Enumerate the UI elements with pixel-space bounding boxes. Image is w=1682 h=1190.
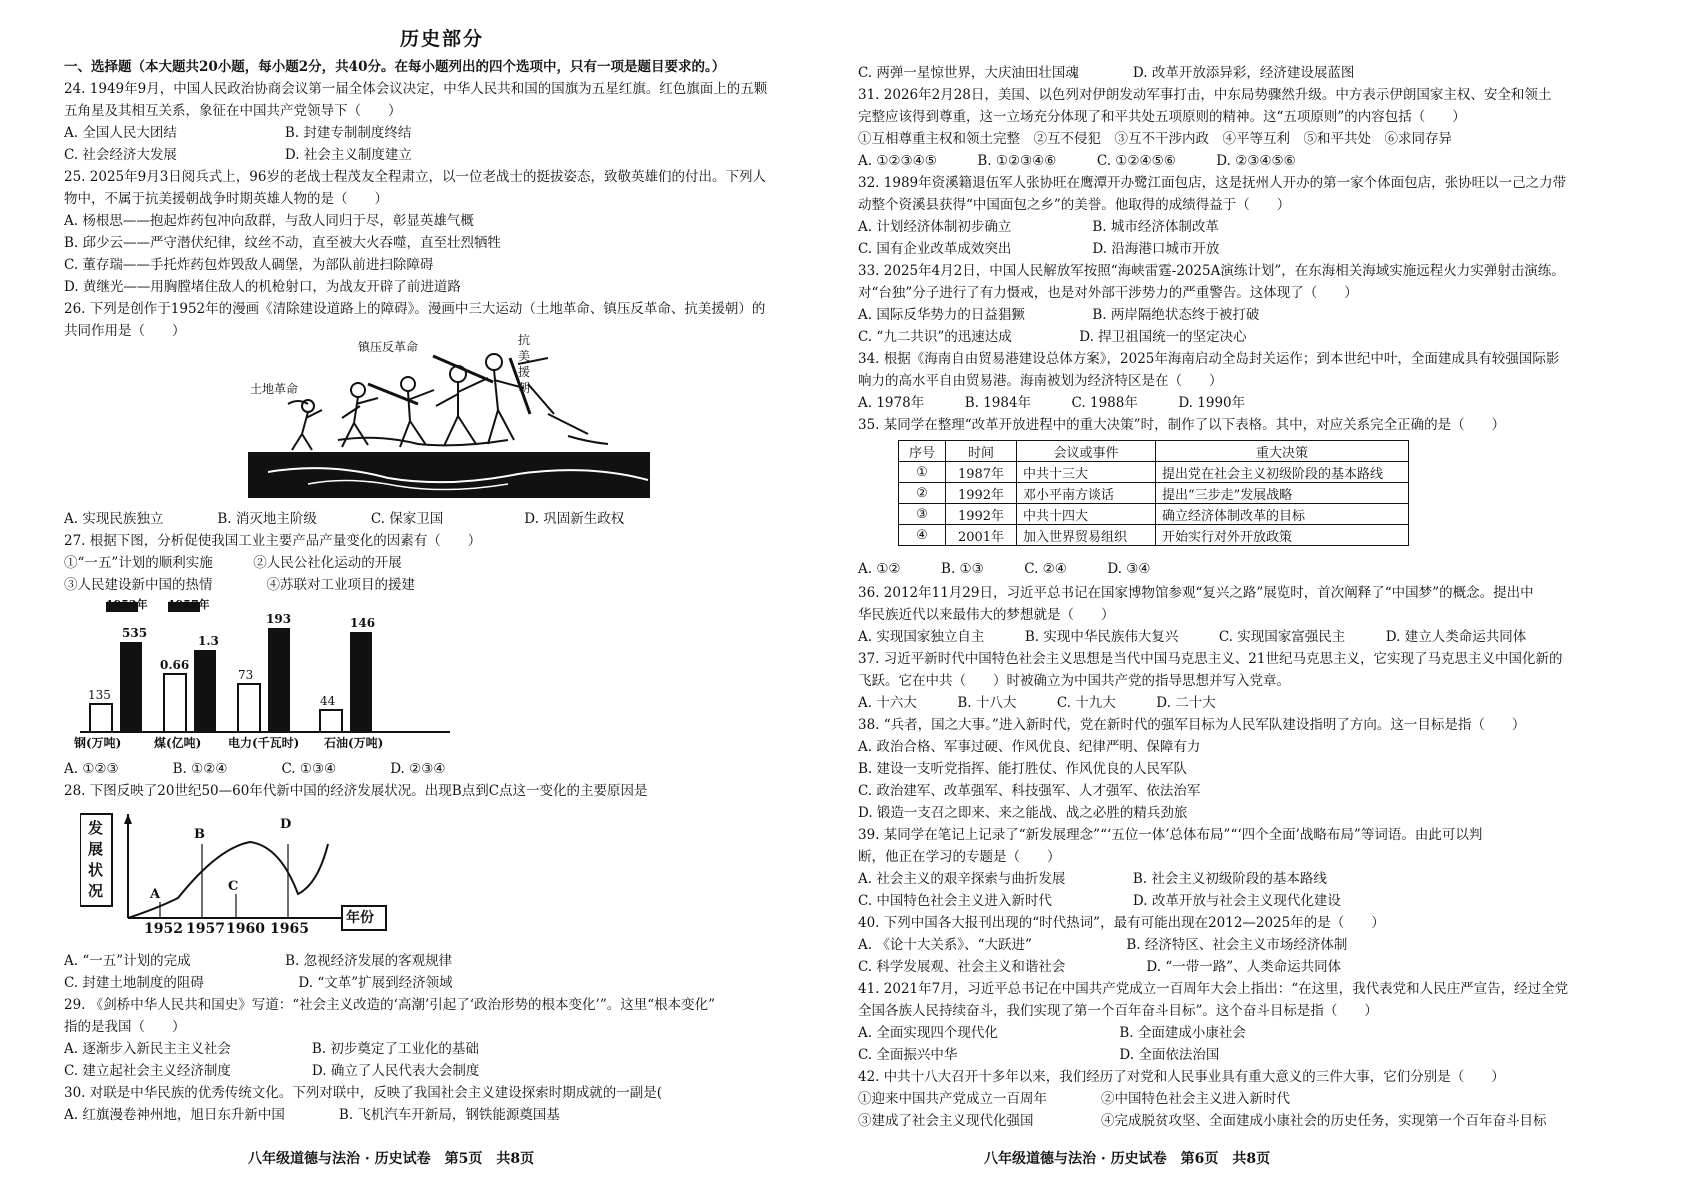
table-header: 时间: [946, 441, 1017, 462]
table-header-row: [899, 441, 1409, 462]
table-header: 重大决策: [1156, 441, 1409, 462]
option-line: C. 科学发展观、社会主义和谐社会 D. “一带一路”、人类命运共同体: [858, 959, 1342, 975]
table-cell: 提出党在社会主义初级阶段的基本路线: [1156, 462, 1409, 483]
table-cell: 邓小平南方谈话: [1017, 483, 1156, 504]
economy-line-chart: [80, 810, 450, 938]
page-6: [854, 0, 1634, 1190]
question-line: 28. 下图反映了20世纪50—60年代新中国的经济发展状况。出现B点到C点这一变化的主要原因是: [64, 783, 648, 799]
option-line: ①迎来中国共产党成立一百周年 ②中国特色社会主义进入新时代: [858, 1091, 1290, 1107]
table-cell: 中共十三大: [1017, 462, 1156, 483]
point-b: B: [194, 827, 205, 842]
category-coal: 煤(亿吨): [154, 736, 202, 750]
option-line: C. 政治建军、改革强军、科技强军、人才强军、依法治军: [858, 783, 1201, 799]
question-line: 42. 中共十八大召开十多年以来，我们经历了对党和人民事业具有重大意义的三件大事，它们分别是（ ）: [858, 1069, 1505, 1085]
option-line: C. 社会经济大发展 D. 社会主义制度建立: [64, 147, 412, 163]
bar-coal-1957: [194, 650, 216, 732]
q27-options: A. ①②③ B. ①②④ C. ①③④ D. ②③④: [64, 761, 446, 777]
cartoon-label-korea: 抗美援朝: [518, 333, 531, 395]
bar-oil-1957: [350, 632, 372, 732]
question-line: 30. 对联是中华民族的优秀传统文化。下列对联中，反映了我国社会主义建设探索时期成就的一副是(: [64, 1085, 663, 1101]
table-cell: 加入世界贸易组织: [1017, 525, 1156, 546]
year-1952: 1952: [144, 921, 183, 937]
bar-power-1957: [268, 628, 290, 732]
table-cell: 1987年: [946, 462, 1017, 483]
value-power-1952: 73: [238, 668, 254, 682]
bar-steel-1957: [120, 642, 142, 732]
question-line: 31. 2026年2月28日，美国、以色列对伊朗发动军事打击，中东局势骤然升级。中方表示伊朗国家主权、安全和领土: [858, 87, 1552, 103]
option-line: A. 计划经济体制初步确立 B. 城市经济体制改革: [858, 219, 1219, 235]
question-line: 36. 2012年11月29日，习近平总书记在国家博物馆参观“复兴之路”展览时，首次阐释了“中国梦”的概念。提出中: [858, 585, 1534, 601]
option-line: ③建成了社会主义现代化强国 ④完成脱贫攻坚、全面建成小康社会的历史任务，实现第一个百年奋斗目标: [858, 1113, 1547, 1129]
value-steel-1952: 135: [88, 688, 111, 702]
year-1965: 1965: [270, 921, 309, 937]
option-line: D. 锻造一支召之即来、来之能战、战之必胜的精兵劲旅: [858, 805, 1188, 821]
question-line: 全国各族人民持续奋斗，我们实现了第一个百年奋斗目标”。这个奋斗目标是指（ ）: [858, 1003, 1378, 1019]
option-line: A. 十六大 B. 十八大 C. 十九大 D. 二十大: [858, 695, 1216, 711]
table-cell: 提出“三步走”发展战略: [1156, 483, 1409, 504]
option-line: A. 实现国家独立自主 B. 实现中华民族伟大复兴 C. 实现国家富强民主 D. 建立人类命运共同体: [858, 629, 1527, 645]
value-coal-1957: 1.3: [198, 634, 219, 648]
question-line: 指的是我国（ ）: [64, 1019, 186, 1035]
q35-options: A. ①② B. ①③ C. ②④ D. ③④: [858, 561, 1151, 577]
cartoon-label-land: 土地革命: [250, 382, 299, 396]
option-line: A. 全面实现四个现代化 B. 全面建成小康社会: [858, 1025, 1246, 1041]
table-row: [899, 504, 1409, 525]
option-line: C. “九二共识”的迅速达成 D. 捍卫祖国统一的坚定决心: [858, 329, 1247, 345]
option-line: ③人民建设新中国的热情 ④苏联对工业项目的援建: [64, 577, 415, 593]
table-row: [899, 525, 1409, 546]
point-a: A: [150, 887, 161, 902]
category-power: 电力(千瓦时): [228, 736, 300, 750]
value-steel-1957: 535: [122, 626, 148, 640]
option-line: ①互相尊重主权和领土完整 ②互不侵犯 ③互不干涉内政 ④平等互利 ⑤和平共处 ⑥求同存异: [858, 131, 1452, 147]
option-line: B. 邱少云——严守潜伏纪律，纹丝不动，直至被大火吞噬，直至壮烈牺牲: [64, 235, 502, 251]
option-line: C. 国有企业改革成效突出 D. 沿海港口城市开放: [858, 241, 1220, 257]
question-line: 40. 下列中国各大报刊出现的“时代热词”，最有可能出现在2012—2025年的是（ ）: [858, 915, 1385, 931]
option-line: C. 中国特色社会主义进入新时代 D. 改革开放与社会主义现代化建设: [858, 893, 1341, 909]
value-power-1957: 193: [266, 612, 292, 626]
point-c: C: [228, 879, 239, 894]
table-row: [899, 462, 1409, 483]
question-line: 29. 《剑桥中华人民共和国史》写道：“社会主义改造的‘高潮’引起了‘政治形势的根本变化’”。这里“根本变化”: [64, 997, 716, 1013]
option-line: D. 黄继光——用胸膛堵住敌人的机枪射口，为战友开辟了前进道路: [64, 279, 461, 295]
cartoon-label-counter: 镇压反革命: [358, 340, 419, 354]
question-line: 物中，不属于抗美援朝战争时期英雄人物的是（ ）: [64, 191, 388, 207]
question-line: 38. “兵者，国之大事。”进入新时代，党在新时代的强军目标为人民军队建设指明了方向。这一目标是指（ ）: [858, 717, 1526, 733]
question-line: 34. 根据《海南自由贸易港建设总体方案》，2025年海南启动全岛封关运作；到本世纪中叶，全面建成具有较强国际影: [858, 351, 1560, 367]
year-1960: 1960: [226, 921, 265, 937]
question-line: 共同作用是（ ）: [64, 323, 186, 339]
category-oil: 石油(万吨): [324, 736, 384, 750]
question-line: 24. 1949年9月，中国人民政治协商会议第一届全体会议决定，中华人民共和国的国旗为五星红旗。红色旗面上的五颗: [64, 81, 768, 97]
table-cell: 开始实行对外开放政策: [1156, 525, 1409, 546]
value-coal-1952: 0.66: [160, 658, 190, 672]
option-line: B. 建设一支听党指挥、能打胜仗、作风优良的人民军队: [858, 761, 1188, 777]
page-5: [60, 0, 835, 1190]
option-line: A. 杨根思——抱起炸药包冲向敌群，与敌人同归于尽，彰显英雄气概: [64, 213, 474, 229]
question-line: 33. 2025年4月2日，中国人民解放军按照“海峡雷霆-2025A演练计划”，在东海相关海域实施远程火力实弹射击演练。: [858, 263, 1565, 279]
option-line: A. 红旗漫卷神州地，旭日东升新中国 B. 飞机汽车开新局，钢铁能源奠国基: [64, 1107, 560, 1123]
bar-steel-1952: [90, 704, 112, 732]
ylabel: 发展状况: [88, 819, 104, 900]
question-line: 华民族近代以来最伟大的梦想就是（ ）: [858, 607, 1115, 623]
cartoon-figure: [248, 333, 650, 502]
question-line: 37. 习近平新时代中国特色社会主义思想是当代中国马克思主义、21世纪马克思主义，它实现了马克思主义中国化新的: [858, 651, 1563, 667]
question-line: 对“台独”分子进行了有力慑戒，也是对外部干涉势力的严重警告。这体现了（ ）: [858, 285, 1358, 301]
line-chart-svg: [80, 810, 450, 938]
question-line: 五角星及其相互关系，象征在中国共产党领导下（ ）: [64, 103, 402, 119]
point-d: D: [280, 817, 292, 832]
value-oil-1957: 146: [350, 616, 376, 630]
q26-options: A. 实现民族独立 B. 消灭地主阶级 C. 保家卫国 D. 巩固新生政权: [64, 511, 625, 527]
question-line: 25. 2025年9月3日阅兵式上，96岁的老战士程茂友全程肃立，以一位老战士的挺拔姿态，致敬英雄们的付出。下列人: [64, 169, 766, 185]
option-line: A. 社会主义的艰辛探索与曲折发展 B. 社会主义初级阶段的基本路线: [858, 871, 1327, 887]
table-cell: 1992年: [946, 504, 1017, 525]
option-line: A. 政治合格、军事过硬、作风优良、纪律严明、保障有力: [858, 739, 1201, 755]
table-cell: 1992年: [946, 483, 1017, 504]
option-line: A. ①②③④⑤ B. ①②③④⑥ C. ①②④⑤⑥ D. ②③④⑤⑥: [858, 153, 1296, 169]
table-header: 序号: [899, 441, 946, 462]
question-line: 动整个资溪县获得“中国面包之乡”的美誉。他取得的成绩得益于（ ）: [858, 197, 1291, 213]
cartoon-illustration: [248, 344, 650, 502]
table-header: 会议或事件: [1017, 441, 1156, 462]
bar-power-1952: [238, 684, 260, 732]
option-line: A. “一五”计划的完成 B. 忽视经济发展的客观规律: [64, 953, 453, 969]
table-cell: ④: [899, 525, 946, 546]
question-line: 32. 1989年资溪籍退伍军人张协旺在鹰潭开办鹭江面包店，这是抚州人开办的第一家个体面包店，张协旺以一己之力带: [858, 175, 1567, 191]
table-cell: 中共十四大: [1017, 504, 1156, 525]
question-line: 响力的高水平自由贸易港。海南被划为经济特区是在（ ）: [858, 373, 1223, 389]
option-line: A. 1978年 B. 1984年 C. 1988年 D. 1990年: [858, 395, 1246, 411]
bar-coal-1952: [164, 674, 186, 732]
option-line: A. 全国人民大团结 B. 封建专制制度终结: [64, 125, 412, 141]
option-line: C. 全面振兴中华 D. 全面依法治国: [858, 1047, 1220, 1063]
table-row: [899, 483, 1409, 504]
option-line: A. 逐渐步入新民主主义社会 B. 初步奠定了工业化的基础: [64, 1041, 479, 1057]
option-line: C. 董存瑞——手托炸药包炸毁敌人碉堡，为部队前进扫除障碍: [64, 257, 434, 273]
option-line: C. 建立起社会主义经济制度 D. 确立了人民代表大会制度: [64, 1063, 480, 1079]
question-line: 完整应该得到尊重，这一立场充分体现了和平共处五项原则的精神。这“五项原则”的内容包括（ ）: [858, 109, 1466, 125]
option-line: C. 两弹一星惊世界，大庆油田壮国魂 D. 改革开放添异彩，经济建设展蓝图: [858, 65, 1355, 81]
decisions-table: [898, 440, 1409, 546]
xlabel: 年份: [346, 910, 374, 926]
table-cell: ①: [899, 462, 946, 483]
legend-1957: 1957年: [168, 598, 210, 611]
question-line: 断，他正在学习的专题是（ ）: [858, 849, 1061, 865]
section-heading: 一、选择题（本大题共20小题，每小题2分，共40分。在每小题列出的四个选项中，只有一项是题目要求的。）: [64, 59, 726, 75]
option-line: A. 《论十大关系》、“大跃进” B. 经济特区、社会主义市场经济体制: [858, 937, 1348, 953]
option-line: ①“一五”计划的顺利实施 ②人民公社化运动的开展: [64, 555, 402, 571]
option-line: A. 国际反华势力的日益猖獗 B. 两岸隔绝状态终于被打破: [858, 307, 1260, 323]
page-title: 历史部分: [400, 28, 485, 50]
option-line: C. 封建土地制度的阻碍 D. “文革”扩展到经济领域: [64, 975, 453, 991]
question-line: 27. 根据下图，分析促使我国工业主要产品产量变化的因素有（ ）: [64, 533, 482, 549]
table-cell: ②: [899, 483, 946, 504]
question-line: 41. 2021年7月，习近平总书记在中国共产党成立一百周年大会上指出：“在这里，我代表党和人民庄严宣告，经过全党: [858, 981, 1569, 997]
question-line: 飞跃。它在中共（ ）时被确立为中国共产党的指导思想并写入党章。: [858, 673, 1290, 689]
table-cell: 2001年: [946, 525, 1017, 546]
question-line: 39. 某同学在笔记上记录了“新发展理念”“‘五位一体’总体布局”“‘四个全面’战略布局”等词语。由此可以判: [858, 827, 1483, 843]
table-cell: ③: [899, 504, 946, 525]
bar-oil-1952: [320, 710, 342, 732]
category-steel: 钢(万吨): [74, 736, 122, 750]
question-line: 35. 某同学在整理“改革开放进程中的重大决策”时，制作了以下表格。其中，对应关系完全正确的是（ ）: [858, 417, 1506, 433]
page-footer: 八年级道德与法治 · 历史试卷 第6页 共8页: [984, 1151, 1271, 1167]
table-cell: 确立经济体制改革的目标: [1156, 504, 1409, 525]
legend-1952: 1952年: [106, 598, 148, 611]
value-oil-1952: 44: [320, 694, 336, 708]
question-line: 26. 下列是创作于1952年的漫画《清除建设道路上的障碍》。漫画中三大运动（土地革命、镇压反革命、抗美援朝）的: [64, 301, 766, 317]
industry-bar-chart: [70, 598, 460, 752]
year-1957: 1957: [186, 921, 225, 937]
page-footer: 八年级道德与法治 · 历史试卷 第5页 共8页: [248, 1151, 535, 1167]
